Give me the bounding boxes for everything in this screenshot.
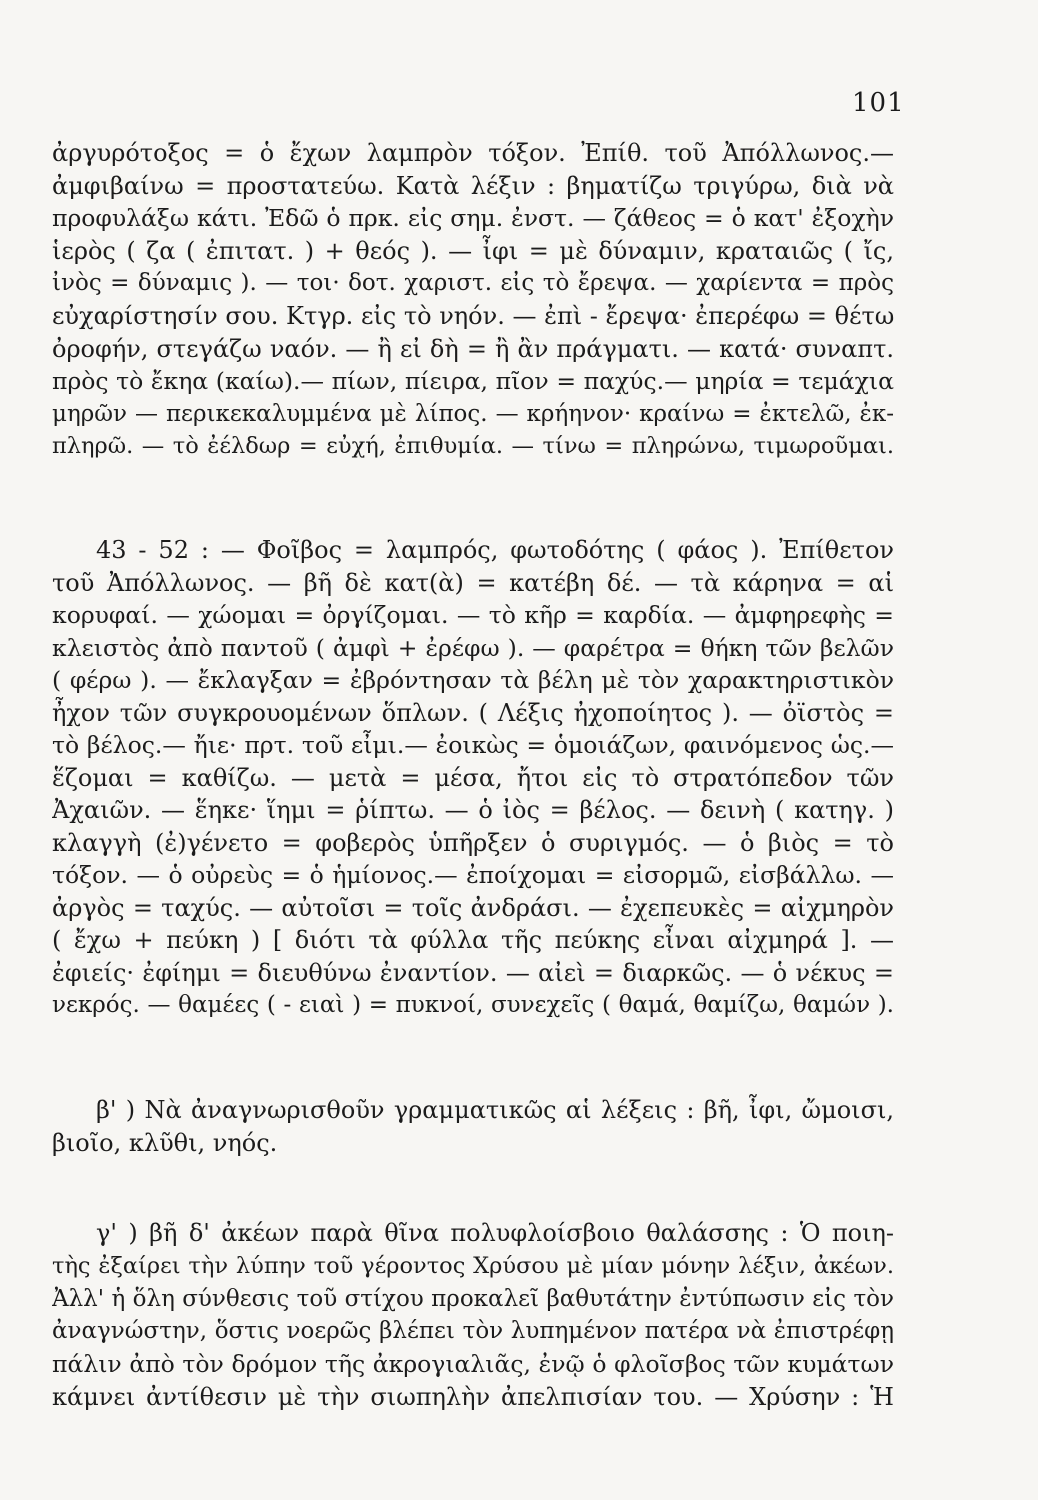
exercise-beta <box>52 1094 894 1159</box>
text-line: ἱερὸς ( ζα ( ἐπιτατ. ) + θεός ). — ἶφι = μὲ δύναμιν, κραταιῶς ( ἴς, <box>52 236 894 265</box>
text-line: κλαγγὴ (ἐ)γένετο = φοβερὸς ὑπῆρξεν ὁ συριγμός. — ὁ βιὸς = τὸ <box>52 828 894 857</box>
text-line: τόξον. — ὁ οὐρεὺς = ὁ ἡμίονος.— ἐποίχομαι = εἰσορμῶ, εἰσβάλλω. — <box>52 861 894 889</box>
text-line: ἐφιείς· ἐφίημι = διευθύνω ἐναντίον. — αἰεὶ = διαρκῶς. — ὁ νέκυς = <box>52 958 894 987</box>
text-line: β' ) Νὰ ἀναγνωρισθοῦν γραμματικῶς αἱ λέξεις : βῆ, ἶφι, ὤμοισι, <box>96 1096 894 1124</box>
glossary-paragraph-1 <box>52 137 894 463</box>
page-number: 101 <box>852 88 905 118</box>
text-line: Ἀχαιῶν. — ἕηκε· ἵημι = ῥίπτω. — ὁ ἰὸς = βέλος. — δεινὴ ( κατηγ. ) <box>52 796 894 824</box>
text-line: γ' ) βῆ δ' ἀκέων παρὰ θῖνα πολυφλοίσβοιο θαλάσσης : Ὁ ποιη- <box>96 1219 894 1247</box>
text-line: κάμνει ἀντίθεσιν μὲ τὴν σιωπηλὴν ἀπελπισίαν του. — Χρύσην : Ἡ <box>52 1382 894 1411</box>
text-line: κλειστὸς ἀπὸ παντοῦ ( ἀμφὶ + ἐρέφω ). — φαρέτρα = θήκη τῶν βελῶν <box>52 633 894 662</box>
text-line: ἦχον τῶν συγκρουομένων ὅπλων. ( Λέξις ἠχοποίητος ). — ὀϊστὸς = <box>52 698 894 727</box>
text-line: πάλιν ἀπὸ τὸν δρόμον τῆς ἀκρογιαλιᾶς, ἐνῷ ὁ φλοῖσβος τῶν κυμάτων <box>52 1350 894 1379</box>
text-line: ( φέρω ). — ἔκλαγξαν = ἐβρόντησαν τὰ βέλη μὲ τὸν χαρακτηριστικὸν <box>52 666 894 694</box>
text-line: εὐχαρίστησίν σου. Κτγρ. εἰς τὸ νηόν. — ἐπὶ - ἔρεψα· ἐπερέφω = θέτω <box>52 301 894 330</box>
text-line: τοῦ Ἀπόλλωνος. — βῆ δὲ κατ(ὰ) = κατέβη δέ. — τὰ κάρηνα = αἱ <box>52 568 894 597</box>
text-line: ἰνὸς = δύναμις ). — τοι· δοτ. χαριστ. εἰς τὸ ἔρεψα. — χαρίεντα = πρὸς <box>52 270 894 297</box>
text-line: τὸ βέλος.— ἤιε· πρτ. τοῦ εἶμι.— ἐοικὼς = ὁμοιάζων, φαινόμενος ὡς.— <box>52 731 894 759</box>
text-line: νεκρός. — θαμέες ( - ειαὶ ) = πυκνοί, συνεχεῖς ( θαμά, θαμίζω, θαμών ). <box>52 992 894 1018</box>
text-line: ἀναγνώστην, ὅστις νοερῶς βλέπει τὸν λυπημένον πατέρα νὰ ἐπιστρέφῃ <box>52 1318 894 1345</box>
glossary-paragraph-2 <box>52 534 894 1022</box>
text-line: πρὸς τὸ ἔκηα (καίω).— πίων, πίειρα, πῖον = παχύς.— μηρία = τεμάχια <box>52 367 894 396</box>
text-line: προφυλάξω κάτι. Ἐδῶ ὁ πρκ. εἰς σημ. ἐνστ. — ζάθεος = ὁ κατ' ἐξοχὴν <box>52 204 894 233</box>
text-line: ἀμφιβαίνω = προστατεύω. Κατὰ λέξιν : βηματίζω τριγύρω, διὰ νὰ <box>52 171 894 200</box>
text-line: πληρῶ. — τὸ ἐέλδωρ = εὐχή, ἐπιθυμία. — τίνω = πληρώνω, τιμωροῦμαι. <box>52 433 894 460</box>
text-line: ( ἔχω + πεύκη ) [ διότι τὰ φύλλα τῆς πεύκης εἶναι αἰχμηρά ]. — <box>52 926 894 954</box>
text-line: 43 - 52 : — Φοῖβος = λαμπρός, φωτοδότης ( φάος ). Ἐπίθετον <box>96 536 894 564</box>
text-line: ὀροφήν, στεγάζω ναόν. — ἢ εἰ δὴ = ἢ ἂν πράγματι. — κατά· συναπτ. <box>52 334 894 363</box>
text-line: μηρῶν — περικεκαλυμμένα μὲ λίπος. — κρήηνον· κραίνω = ἐκτελῶ, ἐκ- <box>52 400 894 427</box>
text-line: ἀργυρότοξος = ὁ ἔχων λαμπρὸν τόξον. Ἐπίθ. τοῦ Ἀπόλλωνος.— <box>52 139 894 167</box>
text-line: Ἀλλ' ἡ ὅλη σύνθεσις τοῦ στίχου προκαλεῖ βαθυτάτην ἐντύπωσιν εἰς τὸν <box>52 1285 894 1312</box>
text-line: ἀργὸς = ταχύς. — αὐτοῖσι = τοῖς ἀνδράσι. — ἐχεπευκὲς = αἰχμηρὸν <box>52 893 894 922</box>
text-line: βιοῖο, κλῦθι, νηός. <box>52 1128 278 1157</box>
text-line: τὴς ἐξαίρει τὴν λύπην τοῦ γέροντος Χρύσου μὲ μίαν μόνην λέξιν, ἀκέων. <box>52 1252 894 1279</box>
text-line: ἕζομαι = καθίζω. — μετὰ = μέσα, ἤτοι εἰς τὸ στρατόπεδον τῶν <box>52 763 894 792</box>
exercise-gamma <box>52 1217 894 1414</box>
text-line: κορυφαί. — χώομαι = ὀργίζομαι. — τὸ κῆρ = καρδία. — ἀμφηρεφὴς = <box>52 601 894 629</box>
